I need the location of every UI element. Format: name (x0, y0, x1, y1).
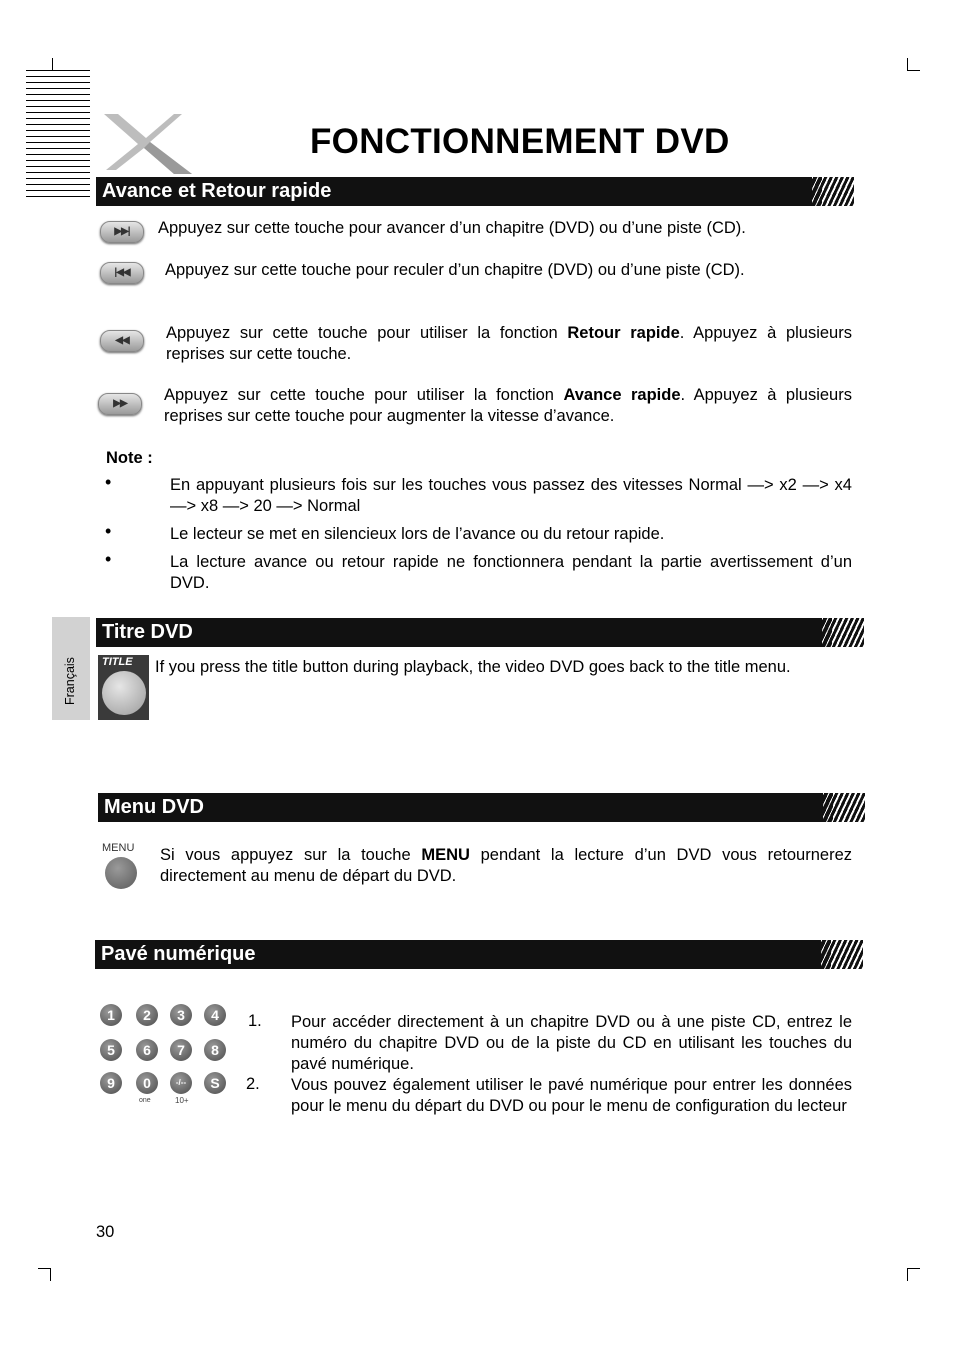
note-item: En appuyant plusieurs fois sur les touches vous passez des vitesses Normal —> x2 —> x4 —> x8 —> 20 —> Normal (170, 476, 852, 515)
section-header-titre (96, 618, 864, 647)
next-chapter-icon: ▶▶| (100, 221, 144, 243)
key-caption-one: one (139, 1097, 151, 1104)
section-title: Titre DVD (102, 621, 193, 643)
numeric-key-8: 8 (204, 1039, 226, 1061)
bullet-icon: • (105, 521, 112, 541)
title-button-disc (102, 671, 146, 715)
fast-forward-text: Appuyez sur cette touche pour utiliser la fonction Avance rapide. Appuyez à plusieurs reprises sur cette touche pour augmenter la vitesse d’avance. (164, 386, 852, 425)
section-header-pave (95, 940, 863, 969)
titre-text: If you press the title button during playback, the video DVD goes back to the title menu. (155, 658, 791, 676)
section-header-avance (96, 177, 854, 206)
numeric-key-9: 9 (100, 1072, 122, 1094)
key-caption-10plus: 10+ (175, 1096, 189, 1105)
fast-forward-icon: ▶▶ (98, 393, 142, 415)
next-chapter-text: Appuyez sur cette touche pour avancer d’un chapitre (DVD) ou d’une piste (CD). (158, 219, 746, 237)
crop-mark-bottom-left (38, 1268, 51, 1281)
bullet-icon: • (105, 472, 112, 492)
numeric-key-5: 5 (100, 1039, 122, 1061)
title-button-icon (98, 655, 149, 720)
note-label: Note : (106, 449, 153, 467)
rewind-icon: ◀◀ (100, 330, 144, 352)
decorative-stripes (26, 70, 90, 200)
note-item: Le lecteur se met en silencieux lors de l’avance ou du retour rapide. (170, 525, 665, 543)
numeric-key-7: 7 (170, 1039, 192, 1061)
menu-text: Si vous appuyez sur la touche MENU pendant la lecture d’un DVD vous retournerez directement au menu de départ du DVD. (160, 846, 852, 885)
language-label: Français (63, 657, 77, 705)
crop-mark-top-right (907, 58, 920, 71)
step-number: 1. (248, 1012, 262, 1030)
section-header-menu (98, 793, 865, 822)
note-item: La lecture avance ou retour rapide ne fonctionnera pendant la partie avertissement d’un DVD. (170, 553, 852, 592)
section-title: Menu DVD (104, 796, 204, 818)
title-button-label: TITLE (102, 656, 133, 668)
section-title: Avance et Retour rapide (102, 180, 332, 202)
numeric-key-10plus: -/-- (170, 1072, 192, 1094)
numeric-key-3: 3 (170, 1004, 192, 1026)
rewind-text: Appuyez sur cette touche pour utiliser la fonction Retour rapide. Appuyez à plusieurs reprises sur cette touche. (166, 324, 852, 363)
menu-button-icon (105, 857, 137, 889)
step-text: Pour accéder directement à un chapitre DVD ou à une piste CD, entrez le numéro du chapitre DVD ou de la piste du CD en utilisant les touches du pavé numérique. (291, 1013, 852, 1073)
section-title: Pavé numérique (101, 943, 256, 965)
previous-chapter-text: Appuyez sur cette touche pour reculer d’un chapitre (DVD) ou d’une piste (CD). (165, 261, 745, 279)
numeric-key-1: 1 (100, 1004, 122, 1026)
numeric-key-0: 0 (136, 1072, 158, 1094)
numeric-key-s: S (204, 1072, 226, 1094)
page-number: 30 (96, 1223, 115, 1241)
brand-logo (98, 108, 196, 176)
crop-mark-bottom-right (907, 1268, 920, 1281)
previous-chapter-icon: |◀◀ (100, 262, 144, 284)
numeric-key-6: 6 (136, 1039, 158, 1061)
menu-button-label: MENU (102, 842, 135, 854)
page-title: FONCTIONNEMENT DVD (310, 122, 730, 161)
numeric-key-4: 4 (204, 1004, 226, 1026)
numeric-key-2: 2 (136, 1004, 158, 1026)
bullet-icon: • (105, 549, 112, 569)
step-text: Vous pouvez également utiliser le pavé numérique pour entrer les données pour le menu du départ du DVD ou pour le menu de configuration du lecteur (291, 1076, 852, 1115)
language-tab (52, 617, 90, 720)
step-number: 2. (246, 1075, 260, 1093)
